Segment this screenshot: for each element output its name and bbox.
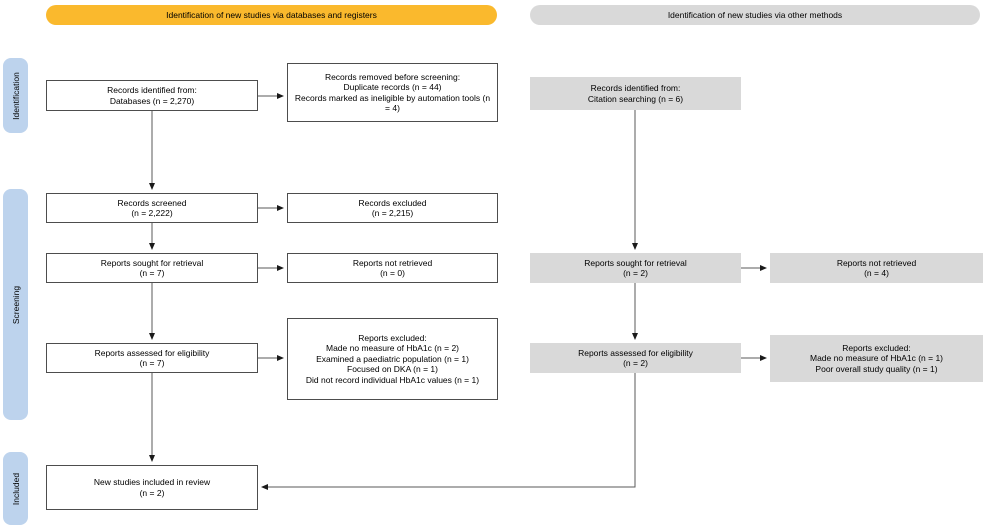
header-other-label: Identification of new studies via other methods (667, 10, 843, 20)
box-text-line: Reports not retrieved (836, 257, 917, 268)
header-databases-label: Identification of new studies via databases and registers (166, 10, 377, 20)
box-text-line: Citation searching (n = 6) (587, 93, 684, 104)
box-text-line: Reports excluded: (842, 342, 911, 353)
box-text-line: (n = 2) (623, 358, 648, 368)
box-text-line: Made no measure of HbA1c (n = 2) (326, 343, 459, 354)
box-text-line: Databases (n = 2,270) (109, 95, 195, 106)
stage-included-label: Included (10, 472, 21, 505)
box-reports-sought-right (530, 253, 741, 283)
box-records-excluded (287, 193, 498, 223)
box-records-identified-databases (46, 80, 258, 111)
box-reports-not-retrieved-right (770, 253, 983, 283)
box-text-line: (n = 2,215) (371, 208, 414, 218)
box-text-line: (n = 2) (139, 487, 165, 498)
box-text-line: New studies included in review (93, 477, 211, 487)
box-text-line: Made no measure of HbA1c (n = 1) (810, 353, 943, 364)
box-reports-not-retrieved (287, 253, 498, 283)
box-text-line: Records excluded (358, 197, 427, 208)
box-text-line: Reports assessed for eligibility (94, 347, 210, 358)
box-text-line: Reports not retrieved (352, 257, 433, 268)
box-text-line: (n = 2) (623, 268, 648, 278)
box-reports-sought (46, 253, 258, 283)
box-text-line: Did not record individual HbA1c values (n = 1) (305, 374, 480, 385)
box-text-line: Reports assessed for eligibility (578, 347, 693, 358)
box-reports-excluded-right (770, 335, 983, 382)
box-text-line: Records removed before screening: (324, 71, 461, 82)
box-records-removed-before-screening (287, 63, 498, 122)
stage-identification-label: Identification (10, 71, 21, 120)
box-reports-assessed (46, 343, 258, 373)
box-reports-assessed-right (530, 343, 741, 373)
box-records-screened (46, 193, 258, 223)
box-text-line: Records marked as ineligible by automation tools (n = 4) (294, 92, 491, 113)
box-new-studies-included (46, 465, 258, 510)
box-text-line: (n = 4) (864, 268, 889, 278)
box-text-line: Duplicate records (n = 44) (343, 82, 442, 92)
box-text-line: Records identified from: (107, 85, 197, 95)
box-reports-excluded-reasons (287, 318, 498, 400)
box-text-line: (n = 0) (380, 268, 405, 278)
box-records-identified-citation (530, 77, 741, 110)
box-text-line: Examined a paediatric population (n = 1) (316, 353, 469, 364)
box-text-line: (n = 2,222) (131, 208, 173, 218)
box-text-line: Reports excluded: (358, 332, 427, 343)
box-text-line: (n = 7) (139, 268, 165, 278)
stage-screening-label: Screening (10, 285, 21, 324)
box-text-line: Poor overall study quality (n = 1) (815, 363, 938, 374)
box-text-line: Reports sought for retrieval (100, 257, 204, 268)
box-text-line: Reports sought for retrieval (584, 257, 687, 268)
box-text-line: (n = 7) (139, 358, 165, 368)
box-text-line: Records screened (117, 197, 187, 208)
box-text-line: Focused on DKA (n = 1) (347, 364, 438, 375)
box-text-line: Records identified from: (590, 83, 681, 93)
